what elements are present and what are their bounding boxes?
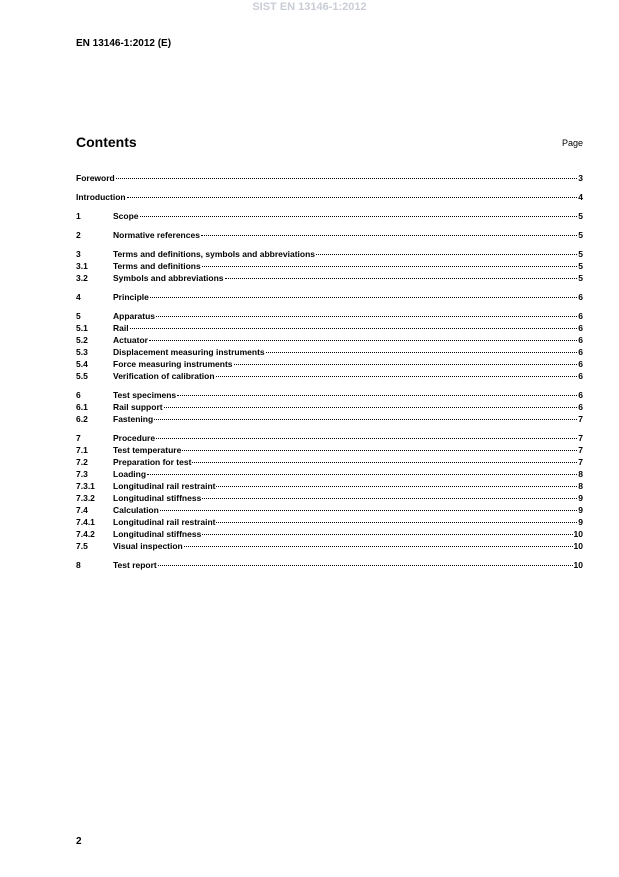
toc-entry-title: Longitudinal stiffness (113, 529, 202, 539)
toc-entry-number: 1 (76, 211, 81, 221)
toc-entry-title: Scope (113, 211, 139, 221)
toc-entry-number: 5.4 (76, 359, 88, 369)
toc-entry-page: 6 (578, 359, 583, 369)
toc-dot-leader (202, 266, 578, 267)
toc-entry-number: 5.3 (76, 347, 88, 357)
toc-entry-page: 10 (573, 560, 583, 570)
toc-entry-title: Apparatus (113, 311, 156, 321)
toc-entry-number: 7.3.1 (76, 481, 95, 491)
toc-entry-page: 5 (578, 230, 583, 240)
toc-entry-page: 5 (578, 249, 583, 259)
toc-entry[interactable] (76, 480, 583, 492)
toc-entry-page: 6 (578, 292, 583, 302)
toc-entry-number: 7.1 (76, 445, 88, 455)
toc-entry-title: Test report (113, 560, 157, 570)
toc-entry-title: Longitudinal stiffness (113, 493, 202, 503)
toc-entry[interactable] (76, 540, 583, 552)
toc-dot-leader (316, 254, 577, 255)
toc-entry[interactable] (76, 322, 583, 334)
toc-entry-page: 7 (578, 433, 583, 443)
toc-entry-page: 8 (578, 481, 583, 491)
toc-entry-page: 6 (578, 323, 583, 333)
toc-dot-leader (164, 407, 578, 408)
toc-entry-title: Introduction (76, 192, 126, 202)
toc-dot-leader (150, 297, 577, 298)
toc-entry-number: 5.2 (76, 335, 88, 345)
toc-dot-leader (154, 419, 577, 420)
toc-dot-leader (201, 235, 577, 236)
toc-entry-title: Force measuring instruments (113, 359, 233, 369)
page-column-label: Page (561, 138, 583, 148)
toc-dot-leader (182, 450, 577, 451)
toc-entry[interactable] (76, 260, 583, 272)
toc-entry-title: Foreword (76, 173, 115, 183)
toc-entry-page: 6 (578, 390, 583, 400)
toc-entry-title: Longitudinal rail restraint (113, 517, 216, 527)
toc-dot-leader (216, 486, 577, 487)
toc-entry-page: 4 (578, 192, 583, 202)
toc-entry[interactable] (76, 358, 583, 370)
toc-entry[interactable] (76, 559, 583, 571)
toc-entry-title: Procedure (113, 433, 156, 443)
toc-dot-leader (116, 178, 578, 179)
toc-entry[interactable] (76, 528, 583, 540)
toc-entry[interactable] (76, 310, 583, 322)
toc-entry-title: Test temperature (113, 445, 182, 455)
toc-entry-number: 3.1 (76, 261, 88, 271)
toc-entry[interactable] (76, 210, 583, 222)
toc-entry[interactable] (76, 229, 583, 241)
toc-entry-page: 9 (578, 493, 583, 503)
toc-dot-leader (147, 474, 577, 475)
toc-dot-leader (202, 534, 572, 535)
toc-dot-leader (140, 216, 578, 217)
toc-dot-leader (225, 278, 578, 279)
toc-entry-title: Longitudinal rail restraint (113, 481, 216, 491)
toc-dot-leader (216, 376, 578, 377)
toc-dot-leader (127, 197, 578, 198)
watermark: SIST EN 13146-1:2012 (252, 1, 367, 13)
toc-entry[interactable] (76, 191, 583, 203)
toc-entry-page: 6 (578, 371, 583, 381)
toc-entry[interactable] (76, 334, 583, 346)
toc-entry-number: 7.4 (76, 505, 88, 515)
toc-entry[interactable] (76, 389, 583, 401)
page-number: 2 (76, 836, 82, 847)
toc-entry-title: Rail (113, 323, 129, 333)
toc-entry[interactable] (76, 248, 583, 260)
toc-entry-page: 10 (573, 541, 583, 551)
toc-dot-leader (192, 462, 577, 463)
toc-entry-number: 6 (76, 390, 81, 400)
toc-entry-title: Fastening (113, 414, 154, 424)
toc-entry[interactable] (76, 444, 583, 456)
toc-entry-title: Verification of calibration (113, 371, 215, 381)
toc-entry[interactable] (76, 346, 583, 358)
toc-entry-title: Visual inspection (113, 541, 183, 551)
toc-entry-title: Normative references (113, 230, 200, 240)
toc-dot-leader (156, 438, 577, 439)
toc-dot-leader (160, 510, 577, 511)
toc-dot-leader (158, 565, 573, 566)
toc-dot-leader (234, 364, 578, 365)
toc-entry-number: 3.2 (76, 273, 88, 283)
toc-entry-page: 8 (578, 469, 583, 479)
toc-entry-title: Displacement measuring instruments (113, 347, 265, 357)
toc-entry-page: 9 (578, 505, 583, 515)
toc-entry-page: 9 (578, 517, 583, 527)
toc-entry-page: 3 (578, 173, 583, 183)
toc-entry-page: 6 (578, 402, 583, 412)
toc-entry-title: Terms and definitions (113, 261, 201, 271)
toc-entry-number: 2 (76, 230, 81, 240)
toc-entry-page: 6 (578, 335, 583, 345)
toc-entry-page: 5 (578, 211, 583, 221)
contents-heading: Contents (76, 134, 137, 150)
document-id: EN 13146-1:2012 (E) (76, 38, 172, 49)
toc-entry-page: 7 (578, 414, 583, 424)
toc-entry-title: Terms and definitions, symbols and abbreviations (113, 249, 315, 259)
toc-entry-number: 4 (76, 292, 81, 302)
toc-entry[interactable] (76, 516, 583, 528)
toc-entry-number: 3 (76, 249, 81, 259)
toc-entry-number: 7.3 (76, 469, 88, 479)
toc-dot-leader (216, 522, 577, 523)
toc-entry[interactable] (76, 370, 583, 382)
toc-entry[interactable] (76, 401, 583, 413)
toc-entry-number: 7.2 (76, 457, 88, 467)
toc-entry-title: Loading (113, 469, 147, 479)
toc-entry-number: 6.1 (76, 402, 88, 412)
toc-entry-number: 6.2 (76, 414, 88, 424)
toc-entry-page: 10 (573, 529, 583, 539)
toc-dot-leader (266, 352, 578, 353)
toc-dot-leader (202, 498, 577, 499)
toc-dot-leader (156, 316, 577, 317)
toc-entry[interactable] (76, 468, 583, 480)
toc-entry-page: 5 (578, 261, 583, 271)
toc-entry-number: 7 (76, 433, 81, 443)
toc-entry[interactable] (76, 291, 583, 303)
toc-entry-title: Actuator (113, 335, 148, 345)
toc-entry[interactable] (76, 456, 583, 468)
toc-entry-page: 6 (578, 347, 583, 357)
toc-entry-page: 5 (578, 273, 583, 283)
toc-entry[interactable] (76, 413, 583, 425)
toc-entry[interactable] (76, 432, 583, 444)
toc-entry[interactable] (76, 272, 583, 284)
toc-dot-leader (184, 546, 573, 547)
toc-dot-leader (130, 328, 578, 329)
toc-entry-title: Rail support (113, 402, 163, 412)
toc-dot-leader (149, 340, 577, 341)
toc-entry-title: Preparation for test (113, 457, 192, 467)
toc-entry-number: 7.4.1 (76, 517, 95, 527)
toc-entry-number: 5 (76, 311, 81, 321)
toc-entry-title: Test specimens (113, 390, 177, 400)
toc-entry-number: 8 (76, 560, 81, 570)
toc-entry[interactable] (76, 492, 583, 504)
toc-entry-number: 7.4.2 (76, 529, 95, 539)
toc-entry-number: 5.5 (76, 371, 88, 381)
toc-entry[interactable] (76, 504, 583, 516)
toc-entry-title: Principle (113, 292, 149, 302)
toc-entry-number: 7.3.2 (76, 493, 95, 503)
toc-entry-number: 7.5 (76, 541, 88, 551)
toc-entry-title: Calculation (113, 505, 159, 515)
table-of-contents (76, 172, 583, 571)
toc-entry-number: 5.1 (76, 323, 88, 333)
toc-entry-page: 7 (578, 445, 583, 455)
toc-dot-leader (177, 395, 577, 396)
toc-entry-page: 6 (578, 311, 583, 321)
toc-entry-title: Symbols and abbreviations (113, 273, 224, 283)
toc-entry[interactable] (76, 172, 583, 184)
toc-entry-page: 7 (578, 457, 583, 467)
